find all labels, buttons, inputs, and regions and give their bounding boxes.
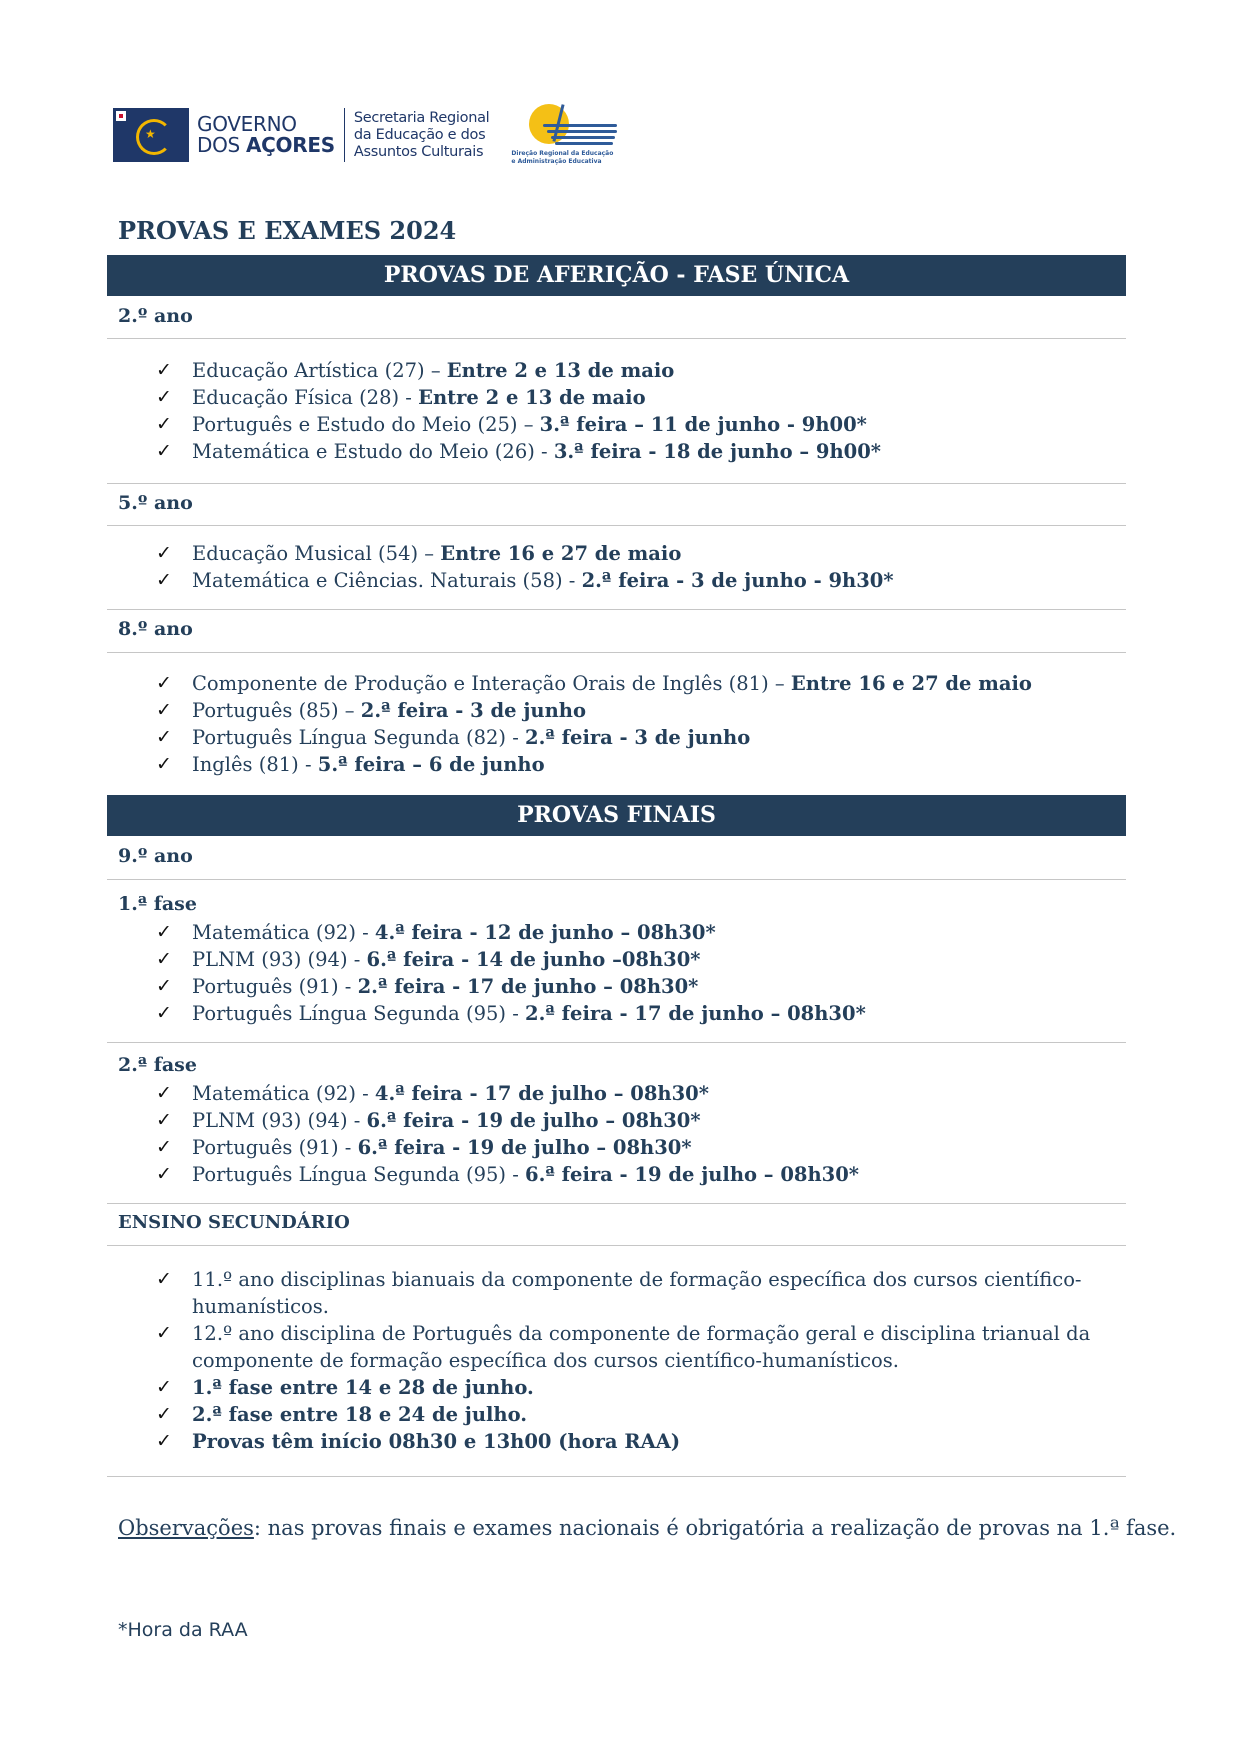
logo-divider — [344, 108, 345, 162]
governo-acores-emblem-icon: ★ — [113, 108, 189, 162]
section-label-9-ano: 9.º ano — [118, 845, 193, 867]
list-item: ✓ Provas têm início 08h30 e 13h00 (hora RAA) — [156, 1430, 681, 1453]
section-label-2-ano: 2.º ano — [118, 305, 193, 327]
list-item: ✓ Matemática (92) - 4.ª feira - 12 de junho – 08h30* — [156, 921, 716, 944]
section-label-ensino-secundario: ENSINO SECUNDÁRIO — [118, 1212, 350, 1233]
list-item: ✓ Português (85) – 2.ª feira - 3 de junho — [156, 699, 586, 722]
governo-acores-logo-text: GOVERNO DOS AÇORES — [197, 112, 335, 157]
divider — [107, 1042, 1126, 1043]
list-item: ✓ Português e Estudo do Meio (25) – 3.ª feira – 11 de junho - 9h00* — [156, 413, 867, 436]
check-icon: ✓ — [156, 1002, 172, 1024]
fase-label-1: 1.ª fase — [118, 893, 197, 915]
check-icon: ✓ — [156, 1163, 172, 1185]
list-item: ✓ Português Língua Segunda (95) - 2.ª feira - 17 de junho – 08h30* — [156, 1002, 866, 1025]
list-item: ✓ Educação Física (28) - Entre 2 e 13 de maio — [156, 386, 646, 409]
check-icon: ✓ — [156, 699, 172, 721]
check-icon: ✓ — [156, 569, 172, 591]
list-item: ✓ 2.ª fase entre 18 e 24 de julho. — [156, 1403, 528, 1426]
fase-label-2: 2.ª fase — [118, 1054, 197, 1076]
list-item: ✓ PLNM (93) (94) - 6.ª feira - 14 de junho –08h30* — [156, 948, 701, 971]
check-icon: ✓ — [156, 672, 172, 694]
divider — [107, 609, 1126, 610]
divider — [107, 1203, 1126, 1204]
list-5-ano — [156, 540, 894, 594]
list-item: ✓ PLNM (93) (94) - 6.ª feira - 19 de julho – 08h30* — [156, 1109, 701, 1132]
check-icon: ✓ — [156, 1430, 172, 1452]
check-icon: ✓ — [156, 413, 172, 435]
footnote: *Hora da RAA — [118, 1619, 248, 1641]
check-icon: ✓ — [156, 1268, 172, 1290]
list-item: ✓ Inglês (81) - 5.ª feira – 6 de junho — [156, 753, 545, 776]
check-icon: ✓ — [156, 1376, 172, 1398]
check-icon: ✓ — [156, 1136, 172, 1158]
list-9-ano-fase-1 — [156, 919, 866, 1027]
divider — [107, 483, 1126, 484]
header-logos — [113, 104, 635, 166]
list-8-ano — [156, 670, 1032, 778]
list-item: ✓ Português (91) - 2.ª feira - 17 de junho – 08h30* — [156, 975, 699, 998]
check-icon: ✓ — [156, 386, 172, 408]
list-item: ✓ Educação Musical (54) – Entre 16 e 27 de maio — [156, 542, 682, 565]
observacoes-label: Observações — [118, 1516, 254, 1540]
check-icon: ✓ — [156, 542, 172, 564]
list-ensino-secundario — [156, 1266, 1092, 1455]
list-item: ✓ 1.ª fase entre 14 e 28 de junho. — [156, 1376, 534, 1399]
check-icon: ✓ — [156, 921, 172, 943]
list-item: ✓ 11.º ano disciplinas bianuais da componente de formação específica dos cursos científico-humanísticos. — [156, 1268, 1082, 1318]
secretaria-regional-text: Secretaria Regional da Educação e dos Assuntos Culturais — [353, 109, 490, 160]
check-icon: ✓ — [156, 1403, 172, 1425]
divider — [107, 879, 1126, 880]
divider — [107, 652, 1126, 653]
check-icon: ✓ — [156, 948, 172, 970]
list-item: ✓ Componente de Produção e Interação Orais de Inglês (81) – Entre 16 e 27 de maio — [156, 672, 1032, 695]
list-item: ✓ 12.º ano disciplina de Português da componente de formação geral e disciplina trianual da componente de formação específica dos cursos científico-humanísticos. — [156, 1322, 1091, 1372]
check-icon: ✓ — [156, 359, 172, 381]
list-item: ✓ Educação Artística (27) – Entre 2 e 13 de maio — [156, 359, 675, 382]
check-icon: ✓ — [156, 440, 172, 462]
list-item: ✓ Matemática (92) - 4.ª feira - 17 de julho – 08h30* — [156, 1082, 709, 1105]
list-item: ✓ Português Língua Segunda (82) - 2.ª feira - 3 de junho — [156, 726, 751, 749]
band-provas-finais: PROVAS FINAIS — [107, 795, 1126, 836]
divider — [107, 1245, 1126, 1246]
list-item: ✓ Matemática e Ciências. Naturais (58) - 2.ª feira - 3 de junho - 9h30* — [156, 569, 894, 592]
direcao-regional-logo-icon: Direção Regional da Educação e Administração Educativa — [511, 104, 635, 166]
observacoes-note — [118, 1516, 1176, 1540]
check-icon: ✓ — [156, 1082, 172, 1104]
observacoes-text: : nas provas finais e exames nacionais é obrigatória a realização de provas na 1.ª fase. — [253, 1516, 1177, 1540]
check-icon: ✓ — [156, 975, 172, 997]
list-2-ano — [156, 357, 881, 465]
check-icon: ✓ — [156, 726, 172, 748]
list-9-ano-fase-2 — [156, 1080, 859, 1188]
list-item: ✓ Português Língua Segunda (95) - 6.ª feira - 19 de julho – 08h30* — [156, 1163, 859, 1186]
divider — [107, 1476, 1126, 1477]
check-icon: ✓ — [156, 753, 172, 775]
check-icon: ✓ — [156, 1322, 172, 1344]
divider — [107, 525, 1126, 526]
divider — [107, 338, 1126, 339]
check-icon: ✓ — [156, 1109, 172, 1131]
list-item: ✓ Matemática e Estudo do Meio (26) - 3.ª feira - 18 de junho – 9h00* — [156, 440, 882, 463]
section-label-8-ano: 8.º ano — [118, 618, 193, 640]
band-provas-afericao: PROVAS DE AFERIÇÃO - FASE ÚNICA — [107, 255, 1126, 296]
section-label-5-ano: 5.º ano — [118, 492, 193, 514]
list-item: ✓ Português (91) - 6.ª feira - 19 de julho – 08h30* — [156, 1136, 692, 1159]
page-title: PROVAS E EXAMES 2024 — [118, 216, 457, 245]
